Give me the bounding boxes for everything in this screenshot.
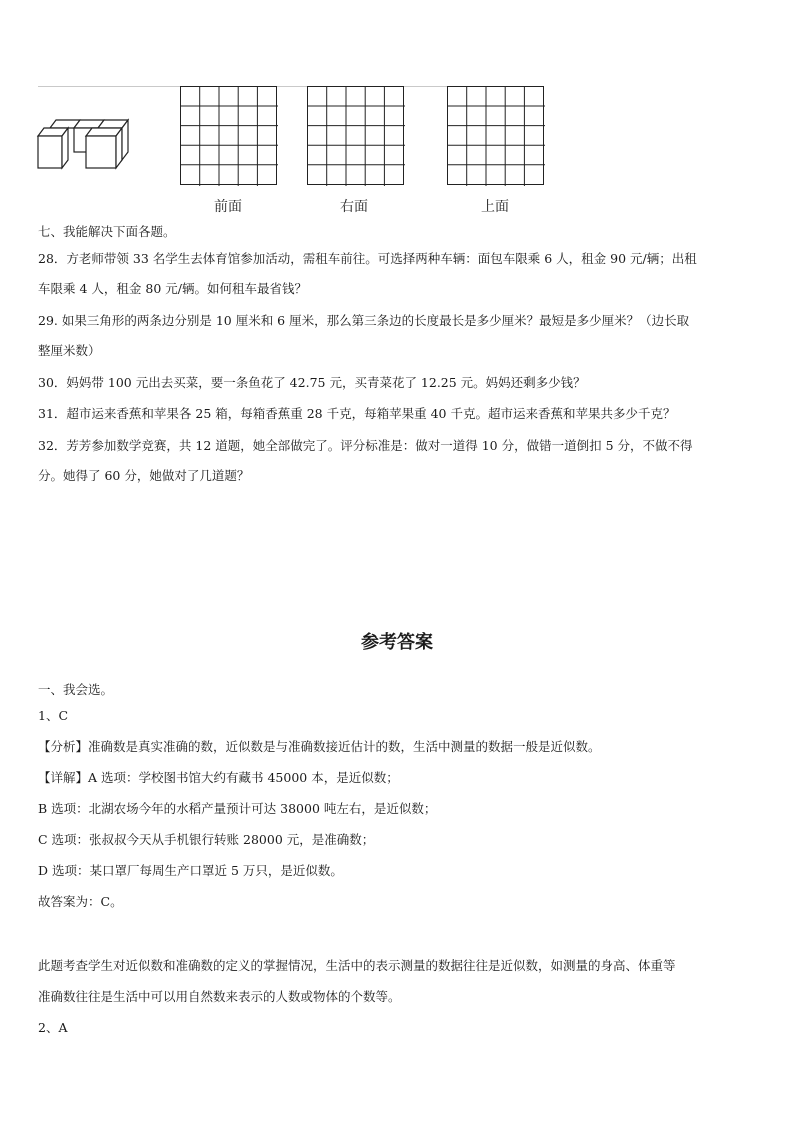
right-view-grid (307, 86, 405, 186)
answers-title: 参考答案 (361, 632, 433, 653)
right-view-label: 右面 (340, 199, 368, 215)
answer-line: 此题考查学生对近似数和准确数的定义的掌握情况，生活中的表示测量的数据往往是近似数，如测量的身高、体重等 (38, 958, 676, 973)
answer-line: 【详解】A 选项：学校图书馆大约有藏书 45000 本，是近似数； (38, 770, 399, 785)
question-line: 29. 如果三角形的两条边分别是 10 厘米和 6 厘米，那么第三条边的长度最长是多少厘米？最短是多少厘米？（边长取 (38, 313, 690, 328)
front-view-grid (180, 86, 278, 186)
question-line: 31．超市运来香蕉和苹果各 25 箱，每箱香蕉重 28 千克，每箱苹果重 40 千克。超市运来香蕉和苹果共多少千克？ (38, 406, 676, 421)
answer-line: 【分析】准确数是真实准确的数，近似数是与准确数接近估计的数，生活中测量的数据一般是近似数。 (38, 739, 601, 754)
question-line: 车限乘 4 人，租金 80 元/辆。如何租车最省钱？ (38, 281, 307, 296)
question-line: 30．妈妈带 100 元出去买菜，要一条鱼花了 42.75 元，买青菜花了 12.25 元。妈妈还剩多少钱？ (38, 375, 586, 390)
question-line: 32．芳芳参加数学竞赛，共 12 道题，她全部做完了。评分标准是：做对一道得 10 分，做错一道倒扣 5 分，不做不得 (38, 438, 693, 453)
section-heading: 七、我能解决下面各题。 (38, 224, 176, 239)
answer-line: 准确数往往是生活中可以用自然数来表示的人数或物体的个数等。 (38, 989, 401, 1004)
answer-line: B 选项：北湖农场今年的水稻产量预计可达 38000 吨左右，是近似数； (38, 801, 437, 816)
cube-figure (34, 118, 134, 174)
answer-line: 1、C (38, 708, 69, 723)
front-view-label: 前面 (214, 199, 242, 215)
question-line: 整厘米数） (38, 343, 101, 358)
answer-line: C 选项：张叔叔今天从手机银行转账 28000 元，是准确数； (38, 832, 375, 847)
question-line: 分。她得了 60 分，她做对了几道题？ (38, 468, 250, 483)
answer-line: D 选项：某口罩厂每周生产口罩近 5 万只，是近似数。 (38, 863, 343, 878)
answer-line: 2、A (38, 1020, 68, 1035)
question-line: 28．方老师带领 33 名学生去体育馆参加活动，需租车前往。可选择两种车辆：面包车限乘 6 人，租金 90 元/辆；出租 (38, 251, 697, 266)
answer-line: 一、我会选。 (38, 682, 114, 697)
top-view-grid (447, 86, 545, 186)
answer-line: 故答案为：C。 (38, 894, 123, 909)
top-view-label: 上面 (481, 199, 509, 215)
